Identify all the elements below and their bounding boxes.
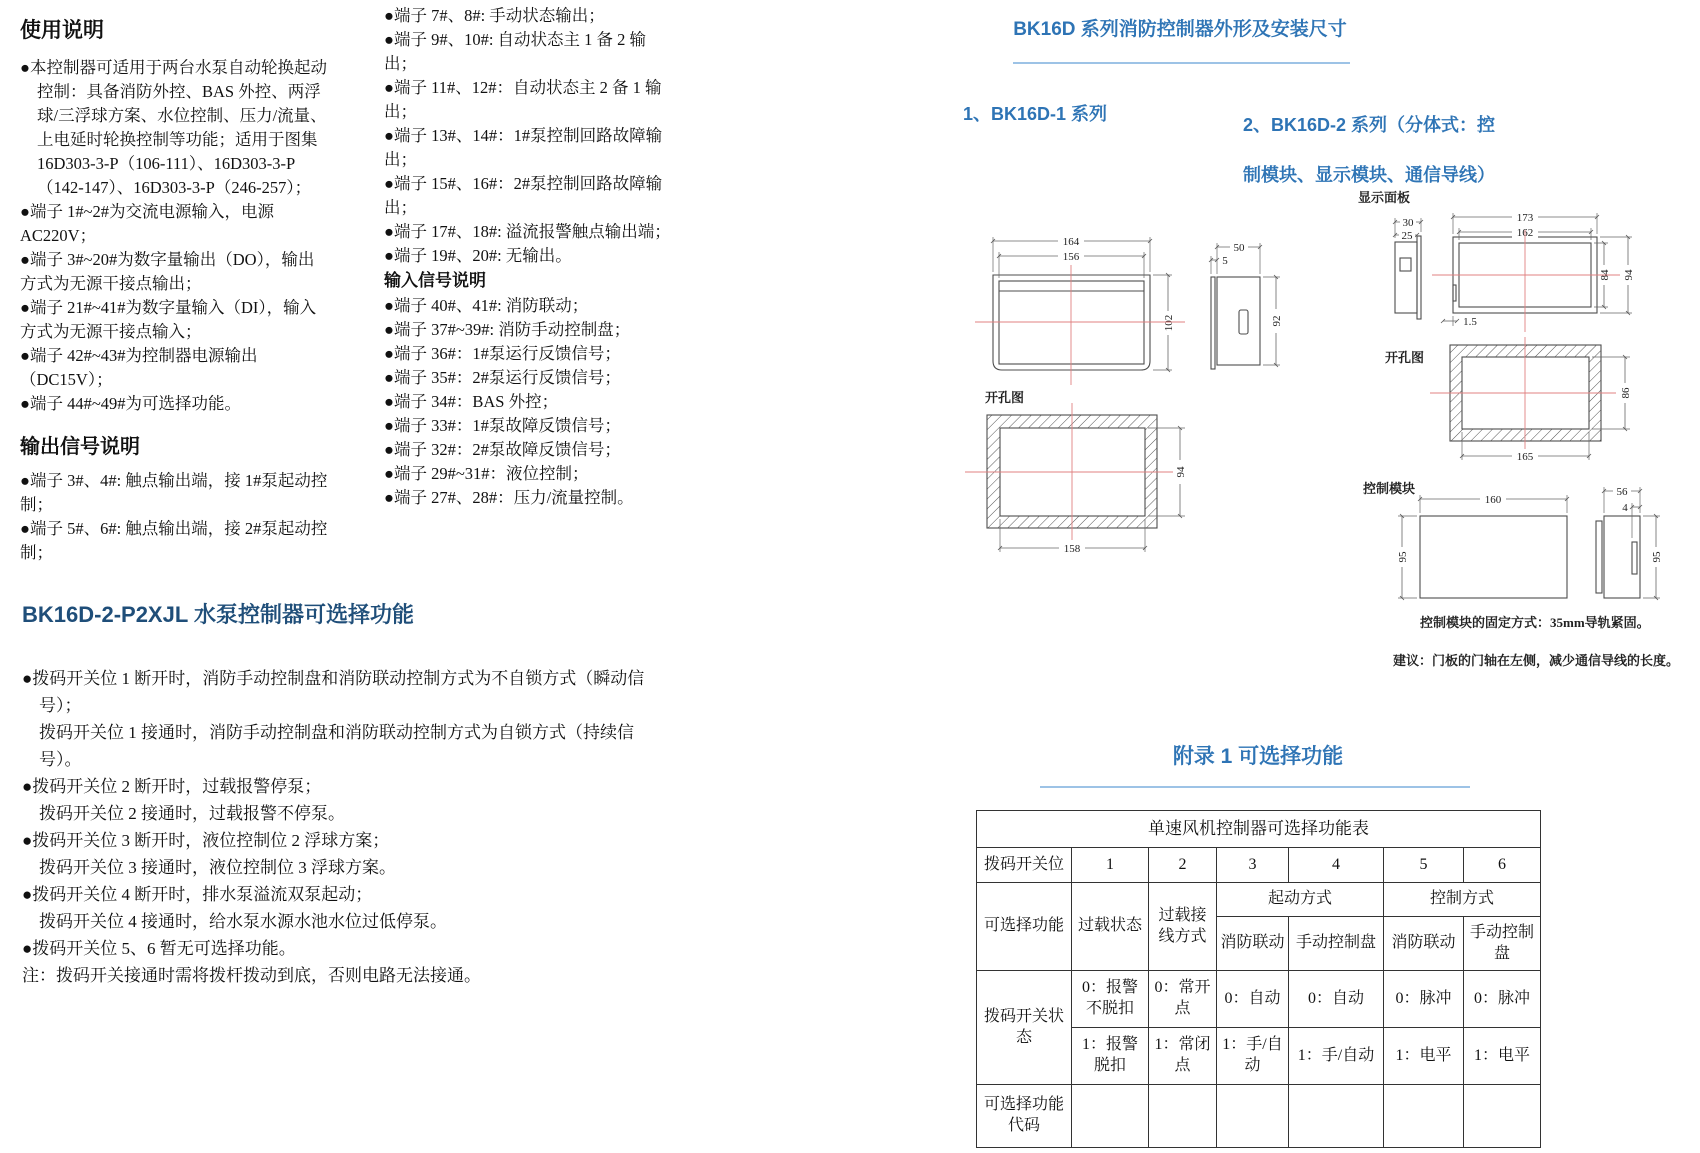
optional-note: 注：拨码开关接通时需将拨杆拨动到底，否则电路无法接通。	[22, 966, 481, 985]
usage-heading: 使用说明	[20, 19, 104, 42]
output-signal-item: ●端子 5#、6#: 触点输出端，接 2#泵起动控制；	[20, 519, 328, 562]
usage-section	[20, 14, 330, 565]
output-signal-item: ●端子 17#、18#: 溢流报警触点输出端；	[384, 222, 671, 241]
state-cell: 1：电平	[1464, 1028, 1541, 1085]
bk16d2-display-side-view	[1395, 216, 1421, 319]
cutout-label: 开孔图	[985, 390, 1025, 405]
dim-label: 94	[1623, 269, 1635, 281]
dim-label: 84	[1599, 269, 1611, 281]
bk16d2-control-module-view	[1363, 481, 1663, 598]
installation-drawings	[880, 190, 1670, 680]
optional-line: ●拨码开关位 5、6 暂无可选择功能。	[22, 939, 296, 958]
display-panel-label: 显示面板	[1358, 190, 1411, 205]
empty-cell	[1072, 1085, 1149, 1148]
bk16d1-front-view	[975, 234, 1185, 385]
state-cell: 0：脉冲	[1464, 971, 1541, 1028]
state-cell: 0：脉冲	[1384, 971, 1464, 1028]
switch-position: 6	[1464, 848, 1541, 883]
control-module-label: 控制模块	[1363, 481, 1416, 496]
row-label: 可选择功能	[977, 883, 1072, 971]
switch-position: 3	[1217, 848, 1289, 883]
switch-position: 1	[1072, 848, 1149, 883]
state-cell: 1：报警脱扣	[1072, 1028, 1149, 1085]
table-caption-row	[977, 811, 1541, 848]
output-signal-item: ●端子 11#、12#：自动状态主 2 备 1 输出；	[384, 78, 662, 121]
appendix-underline	[1040, 786, 1470, 788]
empty-cell	[1464, 1085, 1541, 1148]
dimensions-title: BK16D 系列消防控制器外形及安装尺寸	[1013, 19, 1347, 40]
row-label: 拨码开关状态	[977, 971, 1072, 1085]
bk16d1-cutout-view	[965, 390, 1187, 555]
dim-label: 165	[1516, 451, 1534, 463]
optional-line: 拨码开关位 3 接通时，液位控制位 3 浮球方案。	[39, 858, 396, 877]
optional-line: ●拨码开关位 3 断开时，液位控制位 2 浮球方案；	[22, 831, 390, 850]
sub-header: 手动控制盘	[1464, 917, 1541, 971]
optional-functions-table	[976, 810, 1541, 1148]
usage-item: ●本控制器可适用于两台水泵自动轮换起动控制：具备消防外控、BAS 外控、两浮球/三浮球方案、水位控制、压力/流量、上电延时轮换控制等功能；适用于图集 16D303-3-P（106-111）、16D303-3-P（142-147）、16D303-3-P（246-257）；	[20, 58, 327, 197]
dim-label: 158	[1063, 543, 1081, 555]
input-signal-item: ●端子 33#：1#泵故障反馈信号；	[384, 416, 621, 435]
table-caption: 单速风机控制器可选择功能表	[977, 811, 1541, 848]
state0-row	[977, 971, 1541, 1028]
input-signal-item: ●端子 37#~39#: 消防手动控制盘；	[384, 320, 631, 339]
output-signal-item: ●端子 7#、8#: 手动状态输出；	[384, 6, 605, 25]
dim-label: 25	[1401, 230, 1413, 242]
empty-cell	[1149, 1085, 1217, 1148]
state-cell: 1：手/自动	[1217, 1028, 1289, 1085]
empty-cell	[1217, 1085, 1289, 1148]
optional-line: ●拨码开关位 4 断开时，排水泵溢流双泵起动；	[22, 885, 373, 904]
input-signal-item: ●端子 40#、41#: 消防联动；	[384, 296, 589, 315]
empty-cell	[1289, 1085, 1384, 1148]
dim-label: 156	[1062, 251, 1080, 263]
output-signal-item: ●端子 3#、4#: 触点输出端，接 1#泵起动控制；	[20, 471, 328, 514]
input-signal-item: ●端子 36#：1#泵运行反馈信号；	[384, 344, 621, 363]
switch-position: 5	[1384, 848, 1464, 883]
switch-position: 4	[1289, 848, 1384, 883]
group-header: 控制方式	[1384, 883, 1541, 917]
switch-position: 2	[1149, 848, 1217, 883]
input-signal-item: ●端子 35#：2#泵运行反馈信号；	[384, 368, 621, 387]
dim-label: 95	[1651, 551, 1663, 563]
appendix-title: 附录 1 可选择功能	[1172, 745, 1344, 768]
series1-label: 1、BK16D-1 系列	[963, 104, 1108, 124]
door-hinge-note: 建议：门板的门轴在左侧，减少通信导线的长度。	[1393, 653, 1680, 668]
row-label: 可选择功能代码	[977, 1085, 1072, 1148]
optional-functions-section	[22, 598, 674, 989]
sub-header: 消防联动	[1384, 917, 1464, 971]
dim-label: 86	[1620, 387, 1632, 399]
dim-label: 4	[1622, 502, 1628, 514]
code-row	[977, 1085, 1541, 1148]
optional-line: ●拨码开关位 2 断开时，过载报警停泵；	[22, 777, 322, 796]
usage-item: ●端子 44#~49#为可选择功能。	[20, 394, 242, 413]
dim-label: 30	[1402, 217, 1414, 229]
input-signal-item: ●端子 29#~31#：液位控制；	[384, 464, 589, 483]
dim-label: 95	[1397, 551, 1409, 563]
dim-label: 5	[1222, 255, 1228, 267]
dim-label: 102	[1163, 314, 1175, 332]
optional-functions-heading: BK16D-2-P2XJL 水泵控制器可选择功能	[22, 602, 414, 627]
usage-item: ●端子 42#~43#为控制器电源输出（DC15V）；	[20, 346, 258, 389]
title-underline	[1013, 62, 1350, 64]
state-cell: 0：自动	[1289, 971, 1384, 1028]
dim-label: 94	[1175, 466, 1187, 478]
state-cell: 0：常开点	[1149, 971, 1217, 1028]
output-signal-item: ●端子 19#、20#: 无输出。	[384, 246, 572, 265]
input-signal-item: ●端子 32#：2#泵故障反馈信号；	[384, 440, 621, 459]
dim-label: 92	[1271, 315, 1283, 327]
optional-line: 拨码开关位 1 接通时，消防手动控制盘和消防联动控制方式为自锁方式（持续信号）。	[39, 723, 634, 769]
dim-label: 1.5	[1463, 316, 1477, 328]
usage-item: ●端子 1#~2#为交流电源输入，电源 AC220V；	[20, 202, 275, 245]
output-signal-item: ●端子 13#、14#：1#泵控制回路故障输出；	[384, 126, 663, 169]
cutout-label: 开孔图	[1385, 350, 1425, 365]
optional-line: ●拨码开关位 1 断开时，消防手动控制盘和消防联动控制方式为不自锁方式（瞬动信号）；	[22, 669, 645, 715]
usage-item: ●端子 3#~20#为数字量输出（DO），输出方式为无源干接点输出；	[20, 250, 315, 293]
dim-label: 160	[1484, 494, 1502, 506]
state-cell: 1：电平	[1384, 1028, 1464, 1085]
optional-line: 拨码开关位 2 接通时，过载报警不停泵。	[39, 804, 345, 823]
function-group-row	[977, 883, 1541, 917]
function-cell: 过载状态	[1072, 883, 1149, 971]
switch-position-row	[977, 848, 1541, 883]
state-cell: 1：手/自动	[1289, 1028, 1384, 1085]
dim-label: 173	[1516, 212, 1534, 224]
signals-column	[384, 4, 676, 510]
sub-header: 手动控制盘	[1289, 917, 1384, 971]
bk16d1-side-view	[1211, 241, 1283, 369]
output-signal-item: ●端子 15#、16#：2#泵控制回路故障输出；	[384, 174, 663, 217]
state-cell: 1：常闭点	[1149, 1028, 1217, 1085]
optional-line: 拨码开关位 4 接通时，给水泵水源水池水位过低停泵。	[39, 912, 447, 931]
group-header: 起动方式	[1217, 883, 1384, 917]
output-signals-heading: 输出信号说明	[20, 436, 140, 458]
usage-item: ●端子 21#~41#为数字量输入（DI），输入方式为无源干接点输入；	[20, 298, 317, 341]
module-fixing-note: 控制模块的固定方式：35mm导轨紧固。	[1420, 615, 1650, 630]
row-label: 拨码开关位	[977, 848, 1072, 883]
dim-label: 162	[1516, 227, 1534, 239]
dim-label: 56	[1616, 486, 1628, 498]
series2-label: 2、BK16D-2 系列（分体式：控制模块、显示模块、通信导线）	[1243, 115, 1496, 185]
state-cell: 0：自动	[1217, 971, 1289, 1028]
output-signal-item: ●端子 9#、10#: 自动状态主 1 备 2 输出；	[384, 30, 647, 73]
bk16d2-cutout-view	[1385, 337, 1632, 463]
bk16d2-display-front-view	[1432, 211, 1635, 332]
input-signals-heading: 输入信号说明	[384, 271, 486, 290]
function-cell: 过载接线方式	[1149, 883, 1217, 971]
dim-label: 164	[1062, 236, 1080, 248]
input-signal-item: ●端子 27#、28#：压力/流量控制。	[384, 488, 634, 507]
dim-label: 50	[1233, 242, 1245, 254]
input-signal-item: ●端子 34#：BAS 外控；	[384, 392, 559, 411]
sub-header: 消防联动	[1217, 917, 1289, 971]
empty-cell	[1384, 1085, 1464, 1148]
state-cell: 0：报警不脱扣	[1072, 971, 1149, 1028]
